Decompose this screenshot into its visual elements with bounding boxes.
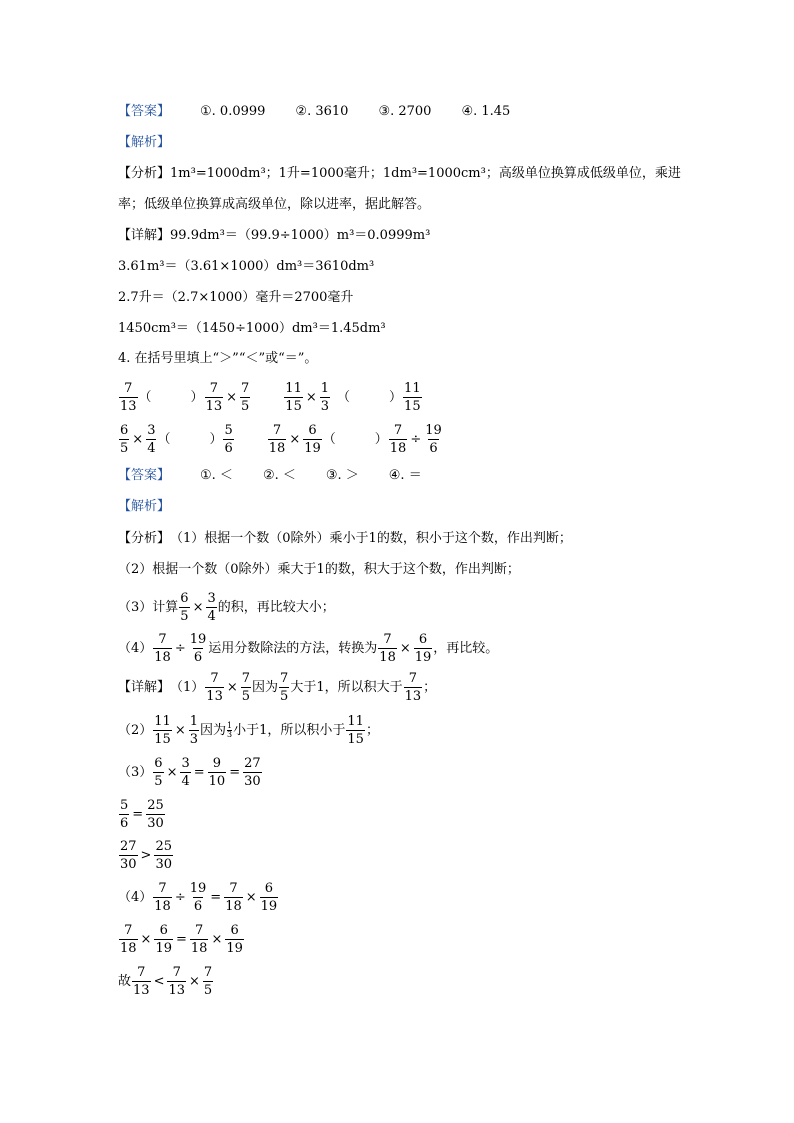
answer-2: ②. ＜: [262, 468, 296, 483]
fraction: $\frac{19}{6}$: [189, 632, 207, 665]
question-row-1: [118, 380, 423, 415]
fenxi2-text-4a: （4）: [118, 640, 153, 656]
therefore-text: 故: [118, 973, 132, 989]
fraction: $\frac{7}{13}$: [168, 965, 186, 998]
fenxi2-line-2: （2）根据一个数（0除外）乘大于1的数，积大于这个数，作出判断；: [118, 562, 520, 577]
equals-sign: =: [229, 764, 241, 780]
fraction: $\frac{6}{19}$: [260, 881, 278, 914]
fenxi-text-1: 1m³=1000dm³；1升=1000毫升；1dm³=1000cm³；高级单位换算成低级单位，乘进: [170, 166, 681, 181]
xiangjie-calc-3: 2.7升＝（2.7×1000）毫升＝2700毫升: [118, 290, 354, 305]
blank-paren: （ ）: [322, 431, 388, 447]
answer-4: ④. 1.45: [461, 104, 511, 119]
answer-2: ②. 3610: [295, 104, 349, 119]
fenxi-label: 【分析】: [118, 166, 171, 181]
answer-label: 【答案】: [118, 104, 171, 119]
answer-3: ③. 2700: [378, 104, 432, 119]
xiangjie-label: 【详解】: [118, 228, 171, 243]
fraction: $\frac{5}{6}$: [120, 798, 129, 831]
fraction: $\frac{27}{30}$: [244, 756, 261, 789]
times-sign: ×: [132, 431, 144, 447]
semicolon: ；: [365, 722, 379, 738]
fraction: $\frac{3}{4}$: [147, 423, 156, 456]
analysis-label: 【解析】: [118, 499, 171, 514]
divide-sign: ÷: [174, 889, 186, 905]
fraction: $\frac{6}{19}$: [304, 423, 321, 456]
fraction: $\frac{9}{10}$: [208, 756, 226, 789]
fraction: $\frac{11}{15}$: [154, 714, 171, 747]
analysis-label: 【解析】: [118, 135, 171, 150]
fraction: $\frac{7}{5}$: [280, 671, 289, 704]
times-sign: ×: [192, 599, 204, 615]
xiangjie2-line-1: [118, 670, 436, 705]
xiangjie-line-1: [118, 227, 430, 245]
because-text: 因为: [252, 679, 279, 695]
reason-text-1: 大于1，所以积大于: [290, 679, 403, 695]
equals-sign: =: [193, 764, 205, 780]
fraction: $\frac{7}{13}$: [206, 671, 223, 704]
fraction: $\frac{7}{18}$: [120, 923, 137, 956]
step-2-label: （2）: [118, 722, 153, 738]
xiangjie2-line-4: [118, 880, 279, 915]
xiangjie-calc-2: 3.61m³＝（3.61×1000）dm³＝3610dm³: [118, 259, 375, 274]
fraction: $\frac{11}{15}$: [285, 381, 302, 414]
semicolon: ；: [423, 679, 437, 695]
times-sign: ×: [226, 389, 238, 405]
fenxi2-text-3b: 的积，再比较大小；: [217, 599, 335, 615]
fraction: $\frac{25}{30}$: [155, 839, 172, 872]
fraction: $\frac{7}{5}$: [241, 671, 251, 704]
fraction: $\frac{5}{6}$: [224, 423, 233, 456]
greater-than-sign: >: [140, 847, 152, 863]
fraction: $\frac{27}{30}$: [120, 839, 137, 872]
xiangjie2-line-3b: [118, 797, 166, 832]
fenxi2-line-1: [118, 530, 572, 548]
question-row-2: [118, 422, 444, 457]
because-text: 因为: [200, 722, 227, 738]
small-fraction: 1 3: [227, 721, 233, 739]
reason-text-2: 小于1，所以积小于: [233, 722, 346, 738]
fenxi2-text-4c: ，再比较。: [433, 640, 499, 656]
question-4-title: 4. 在括号里填上“＞”“＜”或“＝”。: [118, 351, 318, 366]
xiangjie-calc-4: 1450cm³＝（1450÷1000）dm³＝1.45dm³: [118, 321, 386, 336]
times-sign: ×: [399, 640, 411, 656]
fraction: $\frac{7}{18}$: [225, 881, 242, 914]
fraction: $\frac{6}{19}$: [414, 632, 432, 665]
equals-sign: =: [132, 806, 144, 822]
fraction: $\frac{6}{5}$: [120, 423, 129, 456]
times-sign: ×: [211, 931, 223, 947]
fraction: $\frac{19}{6}$: [189, 881, 207, 914]
blank-paren: （ ）: [157, 431, 223, 447]
fraction: $\frac{7}{13}$: [133, 965, 150, 998]
divide-sign: ÷: [174, 640, 186, 656]
fraction: $\frac{19}{6}$: [425, 423, 442, 456]
xiangjie2-line-4b: [118, 922, 245, 957]
fenxi-label: 【分析】: [118, 531, 171, 546]
fraction: $\frac{3}{4}$: [181, 756, 190, 789]
equals-sign: =: [176, 931, 187, 947]
times-sign: ×: [166, 764, 178, 780]
blank-paren: （ ）: [337, 389, 403, 405]
answer-4: ④. ＝: [388, 468, 422, 483]
times-sign: ×: [305, 389, 317, 405]
xiangjie2-line-3c: [118, 838, 174, 873]
step-3-label: （3）: [118, 764, 153, 780]
equals-sign: =: [210, 889, 222, 905]
fraction: $\frac{11}{15}$: [404, 381, 421, 414]
fenxi2-text-4b: 运用分数除法的方法，转换为: [208, 640, 378, 656]
fraction: $\frac{11}{15}$: [347, 714, 364, 747]
fraction: $\frac{3}{4}$: [207, 591, 216, 624]
fenxi2-text-1: （1）根据一个数（0除外）乘小于1的数，积小于这个数，作出判断；: [170, 531, 572, 546]
times-sign: ×: [174, 722, 186, 738]
fenxi2-text-3a: （3）计算: [118, 599, 179, 615]
fenxi2-line-3: [118, 590, 335, 625]
blank-paren: （ ）: [138, 389, 204, 405]
fenxi-line-2: 率；低级单位换算成高级单位，除以进率，据此解答。: [118, 197, 431, 212]
times-sign: ×: [226, 679, 238, 695]
conclusion-line: [118, 964, 214, 999]
times-sign: ×: [245, 889, 257, 905]
answer-line-1: [118, 103, 510, 121]
answer-label: 【答案】: [118, 468, 171, 483]
fraction: $\frac{1}{3}$: [189, 714, 199, 747]
answer-1: ①. ＜: [200, 468, 233, 483]
fraction: $\frac{7}{13}$: [404, 671, 422, 704]
fraction: $\frac{7}{18}$: [389, 423, 407, 456]
fraction: $\frac{1}{3}$: [320, 381, 330, 414]
fraction: $\frac{7}{18}$: [268, 423, 286, 456]
answer-1: ①. 0.0999: [200, 104, 266, 119]
fraction: $\frac{7}{5}$: [203, 965, 213, 998]
times-sign: ×: [289, 431, 301, 447]
fraction: $\frac{7}{13}$: [120, 381, 137, 414]
step-4-label: （4）: [118, 889, 153, 905]
fraction: $\frac{7}{18}$: [154, 632, 171, 665]
fraction: $\frac{7}{5}$: [241, 381, 250, 414]
xiangjie-calc-1: 99.9dm³＝（99.9÷1000）m³＝0.0999m³: [170, 228, 431, 243]
step-1-label: （1）: [170, 679, 205, 695]
fraction: $\frac{7}{18}$: [154, 881, 171, 914]
fraction: $\frac{25}{30}$: [147, 798, 164, 831]
xiangjie-label: 【详解】: [118, 679, 171, 695]
fraction: $\frac{6}{19}$: [226, 923, 243, 956]
fenxi2-line-4: [118, 631, 498, 666]
fraction: $\frac{7}{18}$: [379, 632, 396, 665]
divide-sign: ÷: [410, 431, 422, 447]
times-sign: ×: [189, 973, 200, 989]
less-than-sign: <: [153, 973, 165, 989]
answer-line-2: [118, 467, 422, 485]
times-sign: ×: [140, 931, 152, 947]
fraction: $\frac{6}{5}$: [180, 591, 189, 624]
xiangjie2-line-2: [118, 713, 379, 748]
fraction: $\frac{7}{13}$: [205, 381, 223, 414]
fenxi-line-1: [118, 165, 681, 183]
fraction: $\frac{7}{18}$: [190, 923, 208, 956]
fraction: $\frac{6}{19}$: [155, 923, 172, 956]
xiangjie2-line-3: [118, 755, 263, 790]
fraction: $\frac{6}{5}$: [154, 756, 163, 789]
answer-3: ③. ＞: [325, 468, 359, 483]
